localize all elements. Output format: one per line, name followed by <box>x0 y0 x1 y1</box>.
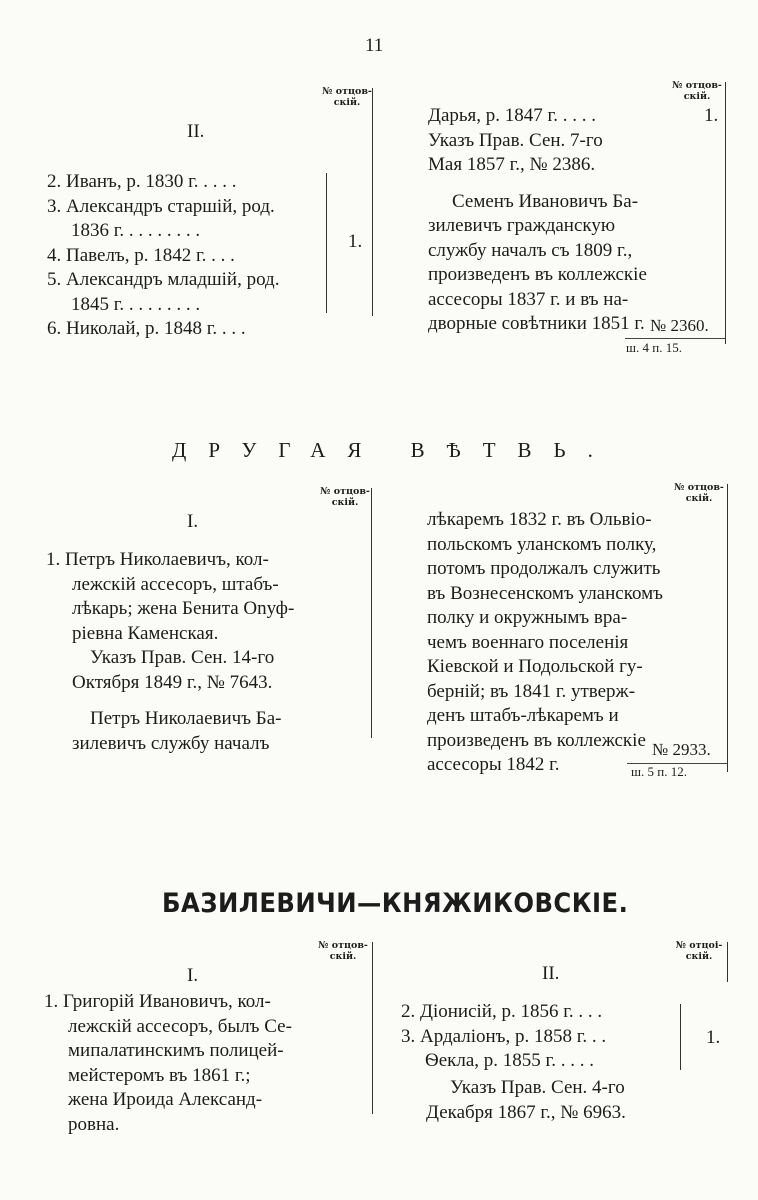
text-line: 1. Григорій Ивановичъ, кол- <box>44 991 271 1012</box>
text-line: ріевна Каменская. <box>72 622 219 644</box>
header-line-2: скій. <box>685 951 713 962</box>
father-number-header <box>670 482 728 504</box>
family-title: БАЗИЛЕВИЧИ—КНЯЖИКОВСКІЕ. <box>162 888 629 919</box>
header-line-1: № отцоі- <box>675 940 723 951</box>
divider <box>625 338 725 339</box>
text-line: чемъ военнаго поселенія <box>427 631 629 653</box>
text-line: жена Ироида Александ- <box>68 1089 263 1110</box>
column-divider <box>372 88 373 316</box>
text-line: Октября 1849 г., № 7643. <box>72 671 273 693</box>
brace-line <box>680 1004 681 1070</box>
page-number: 11 <box>365 35 384 56</box>
text-line: берній; въ 1841 г. утверж- <box>427 680 636 702</box>
list-item: 2. Иванъ, р. 1830 г. . . . . <box>47 171 237 192</box>
text-line: лежскій ассесоръ, штабъ- <box>72 573 279 595</box>
text-line: Декабря 1867 г., № 6963. <box>426 1101 626 1123</box>
text-line: зилевичъ гражданскую <box>428 215 616 236</box>
header-line-2: скій. <box>329 951 357 962</box>
text-line: Петръ Николаевичъ Ба- <box>90 708 282 729</box>
text-line: ровна. <box>68 1113 120 1135</box>
text-line: денъ штабъ-лѣкаремъ и <box>427 705 619 726</box>
generation-roman: I. <box>187 511 199 532</box>
list-item: 3. Ардаліонъ, р. 1858 г. . . <box>401 1025 607 1047</box>
father-number: 1. <box>704 105 719 126</box>
column-divider <box>371 488 372 738</box>
list-item: 1836 г. . . . . . . . . <box>71 220 201 241</box>
text-line: въ Вознесенскомъ уланскомъ <box>427 582 663 604</box>
text-line: мипалатинскимъ полицей- <box>68 1040 284 1061</box>
entry-text <box>44 990 292 1137</box>
father-number-header <box>670 940 728 962</box>
header-line-2: скій. <box>683 91 711 102</box>
text-line: 1. Петръ Николаевичъ, кол- <box>46 549 269 570</box>
text-line: дворные совѣтники 1851 г. <box>428 313 645 334</box>
text-line: Кіевской и Подольской гу- <box>427 656 643 677</box>
text-line: произведенъ въ коллежскіе <box>428 264 647 285</box>
header-line-1: № отцов- <box>318 940 368 951</box>
father-number-header <box>668 80 726 102</box>
children-list <box>47 170 279 342</box>
text-line <box>428 178 647 190</box>
brace-line <box>326 173 327 313</box>
generation-roman: II. <box>542 963 560 984</box>
header-line-2: скій. <box>685 493 713 504</box>
header-line-1: № отцов- <box>674 482 724 493</box>
list-item: 5. Александръ младшій, род. <box>47 269 280 290</box>
text-line: Указъ Прав. Сен. 4-го <box>450 1077 625 1098</box>
list-item: 1845 г. . . . . . . . . <box>71 293 201 315</box>
text-line: лѣкаремъ 1832 г. въ Ольвіо- <box>427 509 652 530</box>
column-divider <box>727 942 728 982</box>
text-line: Мая 1857 г., № 2386. <box>428 154 596 175</box>
entry-text <box>427 508 663 778</box>
text-line <box>46 695 294 707</box>
list-item: 6. Николай, р. 1848 г. . . . <box>47 318 246 339</box>
text-line: ассесоры 1842 г. <box>427 754 560 775</box>
header-line-1: № отцов- <box>322 86 372 97</box>
father-number-header <box>316 486 374 508</box>
text-line: потомъ продолжалъ служить <box>427 558 661 579</box>
list-item: 2. Діонисій, р. 1856 г. . . . <box>401 1001 603 1022</box>
text-line: мейстеромъ въ 1861 г.; <box>68 1064 251 1086</box>
list-item: 4. Павелъ, р. 1842 г. . . . <box>47 244 235 266</box>
entry-text <box>428 104 647 337</box>
section-heading: ДРУГАЯ ВѢТВЬ. <box>172 438 615 462</box>
header-line-1: № отцов- <box>320 486 370 497</box>
text-line: полку и окружнымъ вра- <box>427 607 628 628</box>
column-divider <box>372 942 373 1114</box>
column-divider <box>727 484 728 772</box>
text-line: зилевичъ службу началъ <box>72 732 270 754</box>
list-item: Ѳекла, р. 1855 г. . . . . <box>425 1050 594 1071</box>
text-line: Семенъ Ивановичъ Ба- <box>452 190 639 212</box>
list-item: 3. Александръ старшій, род. <box>47 195 275 217</box>
text-line: службу началъ съ 1809 г., <box>428 239 633 261</box>
generation-roman: I. <box>187 965 199 986</box>
text-line: Указъ Прав. Сен. 14-го <box>90 647 275 668</box>
header-line-2: скій. <box>331 497 359 508</box>
shelf-mark: ш. 4 п. 15. <box>626 340 682 355</box>
text-line: ассесоры 1837 г. и въ на- <box>428 288 629 310</box>
text-line: произведенъ въ коллежскіе <box>427 729 646 751</box>
record-number: № 2933. <box>652 740 711 759</box>
header-line-1: № отцов- <box>672 80 722 91</box>
text-line: Дарья, р. 1847 г. . . . . <box>428 105 596 126</box>
column-divider <box>725 82 726 344</box>
children-list <box>401 1000 606 1074</box>
generation-roman: II. <box>187 121 205 142</box>
entry-text <box>46 548 294 756</box>
father-number: 1. <box>348 231 363 252</box>
header-line-2: скій. <box>333 97 361 108</box>
text-line: лежскій ассесоръ, былъ Се- <box>68 1015 292 1037</box>
text-line: польскомъ уланскомъ полку, <box>427 533 657 555</box>
shelf-mark: ш. 5 п. 12. <box>631 764 687 779</box>
father-number-header <box>318 86 376 108</box>
record-number: № 2360. <box>650 316 709 335</box>
text-line: Указъ Прав. Сен. 7-го <box>428 129 603 151</box>
text-line: лѣкарь; жена Бенита Onуф- <box>72 598 295 619</box>
entry-text <box>426 1076 626 1125</box>
father-number: 1. <box>706 1027 721 1048</box>
father-number-header <box>314 940 372 962</box>
